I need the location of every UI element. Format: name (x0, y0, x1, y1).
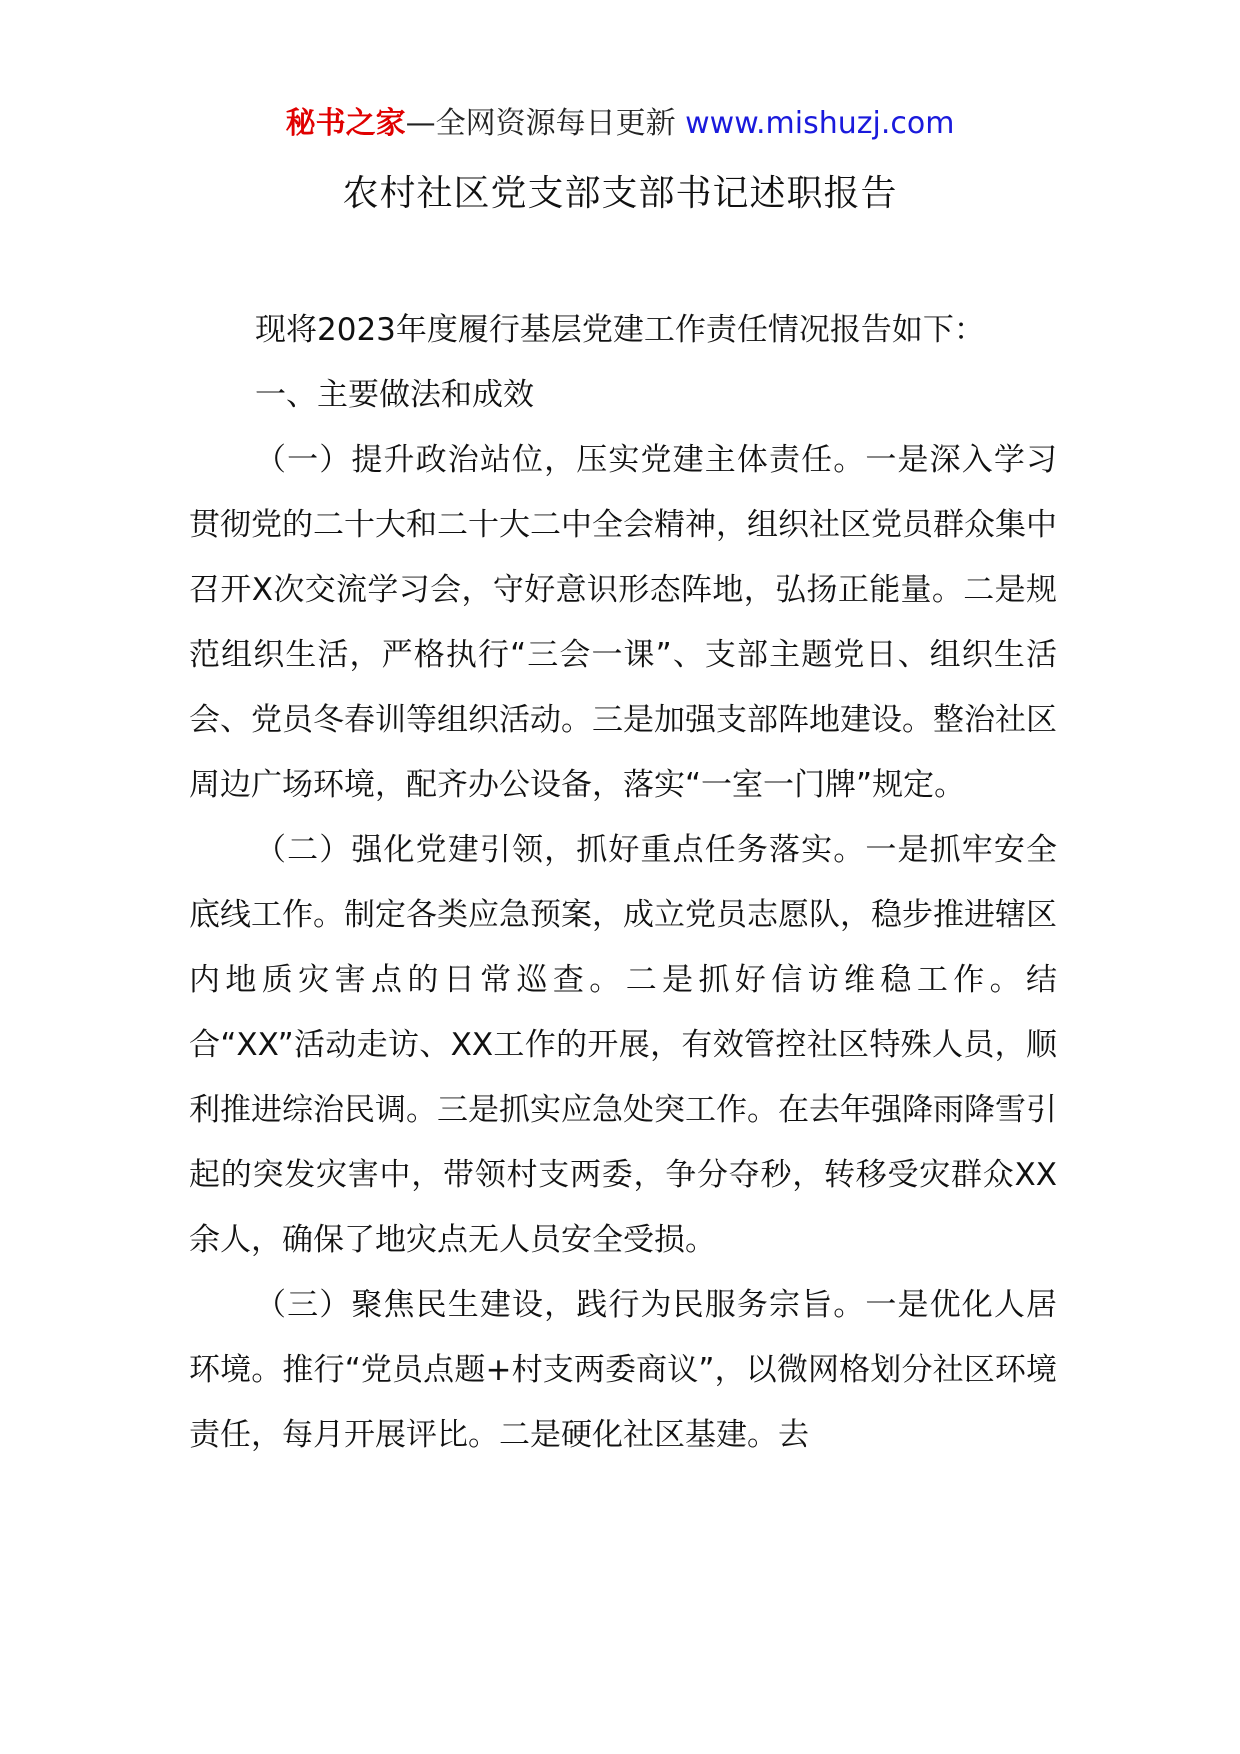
paragraph: （一）提升政治站位，压实党建主体责任。一是深入学习贯彻党的二十大和二十大二中全会精神，组织社区党员群众集中召开X次交流学习会，守好意识形态阵地，弘扬正能量。二是规范组织生活，严格执行“三会一课”、支部主题党日、组织生活会、党员冬春训等组织活动。三是加强支部阵地建设。整治社区周边广场环境，配齐办公设备，落实“一室一门牌”规定。 (189, 442, 1057, 803)
site-banner (0, 104, 1240, 144)
paragraph-intro: 现将2023年度履行基层党建工作责任情况报告如下： (255, 312, 985, 348)
brand-slogan: —全网资源每日更新 (405, 106, 676, 141)
document-title: 农村社区党支部支部书记述职报告 (342, 173, 898, 214)
document-body (189, 298, 1057, 1468)
paragraph: （三）聚焦民生建设，践行为民服务宗旨。一是优化人居环境。推行“党员点题+村支两委商议”，以微网格划分社区环境责任，每月开展评比。二是硬化社区基建。去 (189, 1287, 1057, 1453)
site-url-link[interactable]: www.mishuzj.com (685, 106, 955, 141)
section-heading: 一、主要做法和成效 (255, 377, 534, 413)
paragraph: （二）强化党建引领，抓好重点任务落实。一是抓牢安全底线工作。制定各类应急预案，成立党员志愿队，稳步推进辖区内地质灾害点的日常巡查。二是抓好信访维稳工作。结合“XX”活动走访、XX工作的开展，有效管控社区特殊人员，顺利推进综治民调。三是抓实应急处突工作。在去年强降雨降雪引起的突发灾害中，带领村支两委，争分夺秒，转移受灾群众XX余人，确保了地灾点无人员安全受损。 (189, 832, 1057, 1258)
brand-name: 秘书之家 (285, 106, 406, 141)
